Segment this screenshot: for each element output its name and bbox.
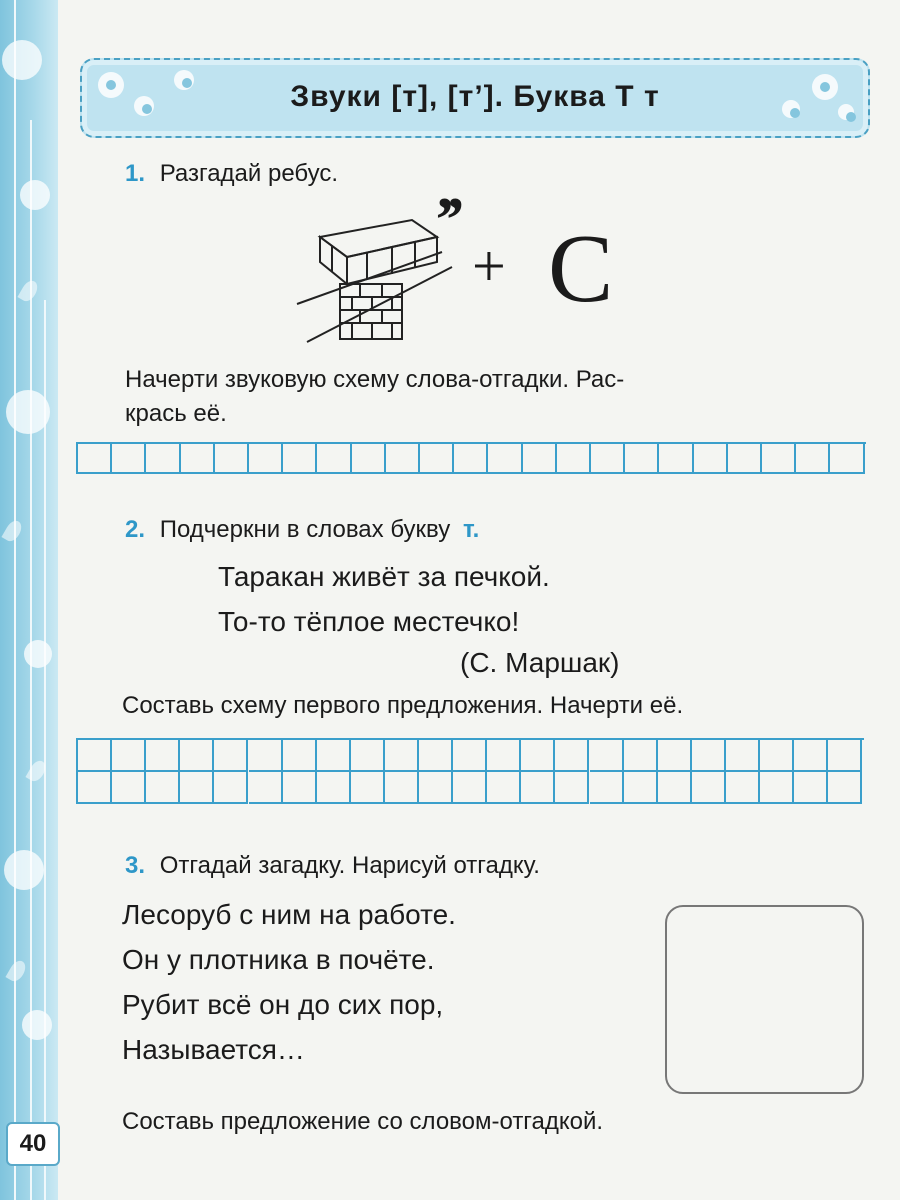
grid-cell[interactable] — [555, 772, 589, 804]
task2-number: 2. — [125, 516, 146, 543]
poem-line: Таракан живёт за печкой. — [218, 561, 550, 592]
task1-number: 1. — [125, 160, 146, 187]
grid-cell[interactable] — [557, 444, 591, 474]
rebus-commas: ’’ — [434, 184, 460, 255]
page-title: Звуки [т], [т’]. Буква Т т — [290, 80, 660, 113]
grid-cell[interactable] — [317, 444, 351, 474]
grid-cell[interactable] — [385, 740, 419, 772]
chimney-icon — [292, 212, 457, 347]
grid-cell[interactable] — [692, 772, 726, 804]
grid-cell[interactable] — [659, 444, 693, 474]
title-banner — [80, 58, 870, 138]
grid-cell[interactable] — [180, 740, 214, 772]
grid-cell[interactable] — [726, 772, 760, 804]
grid-cell[interactable] — [590, 772, 624, 804]
task2-schema-instruction: Составь схему первого предложения. Начерти её. — [122, 692, 684, 719]
grid-cell[interactable] — [487, 740, 521, 772]
grid-cell[interactable] — [521, 772, 555, 804]
grid-cell[interactable] — [78, 772, 112, 804]
poem — [218, 554, 550, 644]
grid-cell[interactable] — [146, 740, 180, 772]
grid-cell[interactable] — [317, 740, 351, 772]
grid-cell[interactable] — [352, 444, 386, 474]
riddle-line: Называется… — [122, 1034, 305, 1065]
decorative-strip — [0, 0, 58, 1200]
grid-cell[interactable] — [112, 444, 146, 474]
grid-cell[interactable] — [454, 444, 488, 474]
grid-cell[interactable] — [420, 444, 454, 474]
poem-author: (С. Маршак) — [460, 647, 620, 678]
grid-cell[interactable] — [828, 740, 862, 772]
task3-heading — [125, 852, 540, 880]
grid-cell[interactable] — [760, 772, 794, 804]
task3-instruction: Отгадай загадку. Нарисуй отгадку. — [159, 852, 540, 879]
rebus-letter: С — [548, 215, 614, 323]
grid-cell[interactable] — [624, 740, 658, 772]
task2-letter: т. — [462, 516, 480, 543]
task2-instruction: Подчеркни в словах букву — [159, 516, 451, 543]
grid-cell[interactable] — [112, 772, 146, 804]
grid-cell[interactable] — [249, 772, 283, 804]
grid-cell[interactable] — [625, 444, 659, 474]
sound-scheme-grid[interactable] — [76, 442, 866, 474]
grid-cell[interactable] — [214, 772, 248, 804]
grid-cell[interactable] — [487, 772, 521, 804]
poem-line: То-то тёплое местечко! — [218, 606, 520, 637]
grid-cell[interactable] — [726, 740, 760, 772]
rebus-plus: + — [472, 233, 506, 299]
grid-cell[interactable] — [830, 444, 864, 474]
grid-cell[interactable] — [351, 740, 385, 772]
riddle-line: Рубит всё он до сих пор, — [122, 989, 444, 1020]
task1-schema-line2: крась её. — [125, 400, 227, 427]
grid-cell[interactable] — [146, 444, 180, 474]
grid-cell[interactable] — [317, 772, 351, 804]
grid-cell[interactable] — [728, 444, 762, 474]
grid-cell[interactable] — [760, 740, 794, 772]
grid-cell[interactable] — [453, 740, 487, 772]
grid-cell[interactable] — [351, 772, 385, 804]
grid-cell[interactable] — [828, 772, 862, 804]
page-number: 40 — [6, 1122, 60, 1166]
grid-cell[interactable] — [488, 444, 522, 474]
grid-cell[interactable] — [181, 444, 215, 474]
grid-cell[interactable] — [762, 444, 796, 474]
riddle-line: Он у плотника в почёте. — [122, 944, 435, 975]
task2-heading — [125, 516, 479, 544]
grid-cell[interactable] — [523, 444, 557, 474]
grid-cell[interactable] — [385, 772, 419, 804]
task3-number: 3. — [125, 852, 146, 879]
grid-cell[interactable] — [796, 444, 830, 474]
grid-cell[interactable] — [591, 444, 625, 474]
grid-cell[interactable] — [215, 444, 249, 474]
riddle-line: Лесоруб с ним на работе. — [122, 899, 456, 930]
grid-cell[interactable] — [624, 772, 658, 804]
grid-cell[interactable] — [555, 740, 589, 772]
sentence-scheme-grid[interactable] — [76, 738, 864, 804]
grid-cell[interactable] — [521, 740, 555, 772]
grid-cell[interactable] — [214, 740, 248, 772]
grid-cell[interactable] — [386, 444, 420, 474]
grid-cell[interactable] — [692, 740, 726, 772]
task1-instruction: Разгадай ребус. — [159, 160, 339, 187]
task1-schema-line1: Начерти звуковую схему слова-отгадки. Рас- — [125, 366, 625, 393]
grid-cell[interactable] — [283, 444, 317, 474]
grid-cell[interactable] — [590, 740, 624, 772]
grid-cell[interactable] — [658, 772, 692, 804]
grid-cell[interactable] — [283, 772, 317, 804]
grid-cell[interactable] — [283, 740, 317, 772]
grid-cell[interactable] — [249, 444, 283, 474]
grid-cell[interactable] — [694, 444, 728, 474]
grid-cell[interactable] — [78, 444, 112, 474]
grid-cell[interactable] — [249, 740, 283, 772]
task1-heading — [125, 160, 338, 188]
grid-cell[interactable] — [112, 740, 146, 772]
grid-cell[interactable] — [78, 740, 112, 772]
drawing-area[interactable] — [665, 905, 864, 1094]
grid-cell[interactable] — [794, 740, 828, 772]
task3-sentence-instruction: Составь предложение со словом-отгадкой. — [122, 1108, 604, 1135]
grid-cell[interactable] — [146, 772, 180, 804]
grid-cell[interactable] — [180, 772, 214, 804]
grid-cell[interactable] — [419, 772, 453, 804]
riddle — [122, 892, 456, 1072]
grid-cell[interactable] — [419, 740, 453, 772]
grid-cell[interactable] — [453, 772, 487, 804]
grid-cell[interactable] — [794, 772, 828, 804]
grid-cell[interactable] — [658, 740, 692, 772]
